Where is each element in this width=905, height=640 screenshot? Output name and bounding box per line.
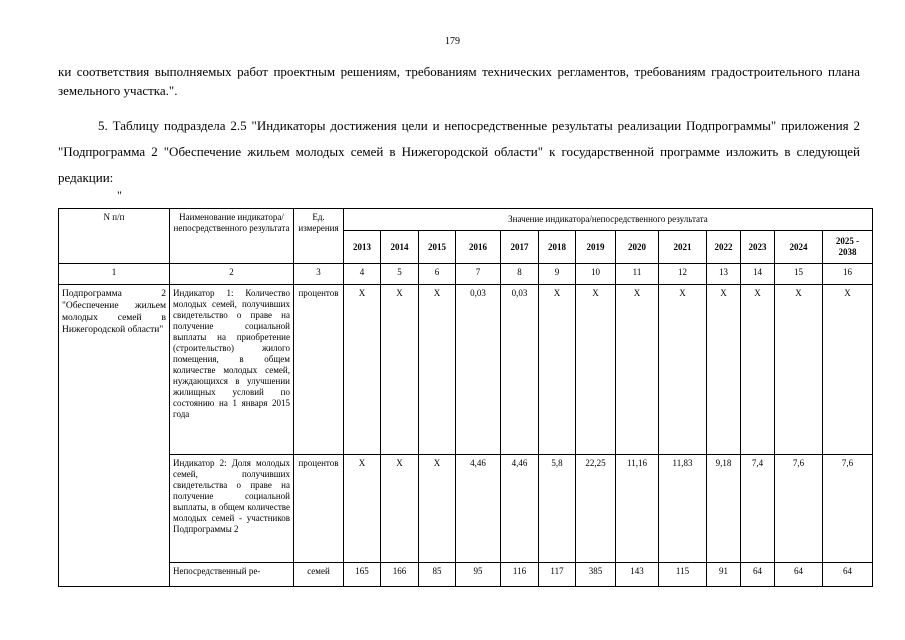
column-number: 9	[539, 264, 576, 285]
indicator-name: Индикатор 1: Количество молодых семей, получивших свидетельство о праве на получение социальной выплаты на приобретение (строительство) жилого помещения, в общем количестве молодых семей, нуждающихся в улучшении жилищных условий по состоянию на 1 января 2015 года	[170, 285, 294, 455]
value-cell: 64	[823, 563, 873, 587]
unit-cell: процентов	[294, 455, 344, 563]
table-row	[59, 285, 873, 455]
column-number: 1	[59, 264, 170, 285]
value-cell: 7,6	[823, 455, 873, 563]
value-cell: 11,16	[616, 455, 659, 563]
value-cell: 143	[616, 563, 659, 587]
column-number: 15	[775, 264, 823, 285]
column-number: 12	[659, 264, 707, 285]
year-header: 2015	[419, 231, 456, 264]
value-cell: 115	[659, 563, 707, 587]
opening-quote-mark: "	[117, 188, 122, 202]
year-header: 2022	[707, 231, 741, 264]
header-num: N п/п	[59, 209, 170, 264]
column-number: 2	[170, 264, 294, 285]
value-cell: 95	[456, 563, 501, 587]
value-cell: X	[344, 285, 381, 455]
year-header: 2019	[576, 231, 616, 264]
year-header: 2017	[501, 231, 539, 264]
value-cell: X	[381, 455, 419, 563]
table-row	[59, 455, 873, 563]
value-cell: 64	[775, 563, 823, 587]
value-cell: 7,6	[775, 455, 823, 563]
value-cell: X	[823, 285, 873, 455]
unit-cell: семей	[294, 563, 344, 587]
table-row	[59, 563, 873, 587]
paragraph-continuation: ки соответствия выполняемых работ проектным решениям, требованиям технических регламентов, требованиям градостроительного плана земельного участка.".	[58, 64, 860, 98]
value-cell: X	[707, 285, 741, 455]
value-cell: X	[539, 285, 576, 455]
value-cell: 116	[501, 563, 539, 587]
column-number: 4	[344, 264, 381, 285]
paragraph-item-5-text: 5. Таблицу подраздела 2.5 "Индикаторы достижения цели и непосредственные результаты реализации Подпрограммы" приложения 2 "Подпрограмма 2 "Обеспечение жильем молодых семей в Нижегородской области" к государственной программе изложить в следующей редакции:	[58, 118, 860, 185]
value-cell: 7,4	[741, 455, 775, 563]
value-cell: 0,03	[501, 285, 539, 455]
column-number: 3	[294, 264, 344, 285]
value-cell: 165	[344, 563, 381, 587]
value-cell: X	[419, 455, 456, 563]
column-number: 13	[707, 264, 741, 285]
value-cell: 4,46	[501, 455, 539, 563]
year-header: 2018	[539, 231, 576, 264]
header-unit: Ед. измерения	[294, 209, 344, 264]
value-cell: 4,46	[456, 455, 501, 563]
result-name: Непосредственный ре-	[170, 563, 294, 587]
year-header: 2020	[616, 231, 659, 264]
value-cell: X	[419, 285, 456, 455]
year-header: 2016	[456, 231, 501, 264]
value-cell: 64	[741, 563, 775, 587]
value-cell: X	[775, 285, 823, 455]
indicators-table	[58, 208, 873, 587]
value-cell: X	[741, 285, 775, 455]
page-number: 179	[445, 36, 460, 47]
value-cell: 385	[576, 563, 616, 587]
column-number-row	[59, 264, 873, 285]
value-cell: 91	[707, 563, 741, 587]
column-number: 14	[741, 264, 775, 285]
year-header: 2025 - 2038	[823, 231, 873, 264]
value-cell: X	[659, 285, 707, 455]
year-header: 2021	[659, 231, 707, 264]
value-cell: 166	[381, 563, 419, 587]
header-row-1	[59, 209, 873, 231]
value-cell: 117	[539, 563, 576, 587]
paragraph-item-5	[58, 113, 860, 191]
column-number: 11	[616, 264, 659, 285]
column-number: 7	[456, 264, 501, 285]
value-cell: 0,03	[456, 285, 501, 455]
value-cell: 9,18	[707, 455, 741, 563]
header-name: Наименование индикатора/непосредственного результата	[170, 209, 294, 264]
value-cell: 11,83	[659, 455, 707, 563]
year-header: 2014	[381, 231, 419, 264]
column-number: 6	[419, 264, 456, 285]
value-cell: 85	[419, 563, 456, 587]
header-value: Значение индикатора/непосредственного результата	[344, 209, 873, 231]
indicator-name: Индикатор 2: Доля молодых семей, получивших свидетельства о праве на получение социальной выплаты, в общем количестве молодых семей - участников Подпрограммы 2	[170, 455, 294, 563]
value-cell: X	[381, 285, 419, 455]
unit-cell: процентов	[294, 285, 344, 455]
value-cell: 22,25	[576, 455, 616, 563]
year-header: 2013	[344, 231, 381, 264]
column-number: 5	[381, 264, 419, 285]
column-number: 8	[501, 264, 539, 285]
subprogram-cell: Подпрограмма 2 "Обеспечение жильем молодых семей в Нижегородской области"	[59, 285, 170, 587]
value-cell: X	[344, 455, 381, 563]
year-header: 2024	[775, 231, 823, 264]
year-header: 2023	[741, 231, 775, 264]
value-cell: X	[576, 285, 616, 455]
column-number: 16	[823, 264, 873, 285]
value-cell: 5,8	[539, 455, 576, 563]
column-number: 10	[576, 264, 616, 285]
value-cell: X	[616, 285, 659, 455]
